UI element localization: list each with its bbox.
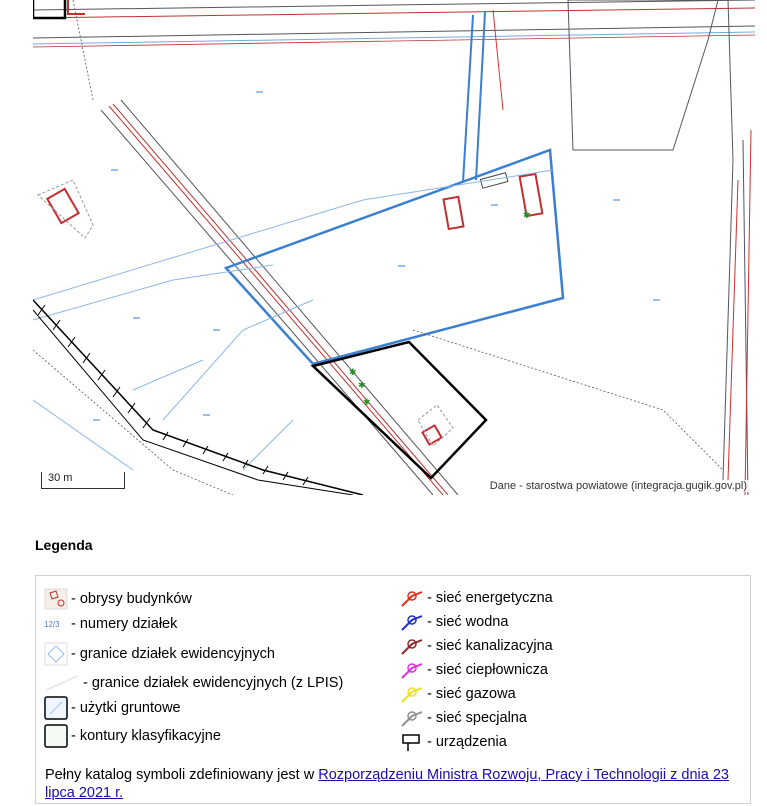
land-use-icon (44, 696, 68, 720)
legend-item-devices: - urządzenia (400, 732, 507, 752)
legend-item-lpis-boundaries: - granice działek ewidencyjnych (z LPIS) (44, 672, 343, 694)
legend-item-parcel-boundaries: - granice działek ewidencyjnych (44, 642, 275, 666)
black-parcel (313, 342, 486, 478)
legend-title: Legenda (35, 537, 93, 553)
legend-item-sewer: - sieć kanalizacyjna (400, 636, 553, 656)
sewer-network-icon (400, 636, 424, 656)
legend-item-heating: - sieć ciepłownicza (400, 660, 548, 680)
legend-item-special: - sieć specjalna (400, 708, 527, 728)
parcel-strip (463, 12, 485, 182)
map-attribution: Dane - starostwa powiatowe (integracja.gugik.gov.pl) (489, 480, 747, 492)
lpis-boundary-icon (44, 672, 80, 694)
svg-text:✱: ✱ (358, 380, 366, 390)
legend-item-gas: - sieć gazowa (400, 684, 516, 704)
special-network-icon (400, 708, 424, 728)
scale-label: 30 m (48, 472, 73, 484)
legend-item-parcel-numbers: 12/3 - numery działek (44, 616, 178, 632)
scale-bar (41, 472, 125, 489)
power-network-icon (400, 588, 424, 608)
building-top-left (33, 0, 65, 18)
legend-panel (35, 575, 751, 804)
parcel-number-icon: 12/3 (44, 619, 60, 629)
hatched-band (33, 300, 363, 495)
legend-item-land-use: - użytki gruntowe (44, 696, 181, 720)
road-diagonal (101, 100, 458, 495)
map-view[interactable] (33, 0, 755, 495)
building-outline-icon (44, 588, 68, 610)
legend-item-classification: - kontury klasyfikacyjne (44, 724, 221, 748)
heating-network-icon (400, 660, 424, 680)
legend-item-water: - sieć wodna (400, 612, 508, 632)
svg-text:✱: ✱ (363, 397, 371, 407)
regulation-link[interactable]: Rozporządzeniu Ministra Rozwoju, Pracy i Technologii z dnia 23 lipca 2021 r. (45, 767, 729, 801)
legend-item-power: - sieć energetyczna (400, 588, 553, 608)
svg-text:✱: ✱ (523, 210, 531, 220)
buildings (47, 174, 542, 445)
water-network-icon (400, 612, 424, 632)
parcel-boundary-icon (44, 642, 68, 666)
gas-network-icon (400, 684, 424, 704)
legend-item-buildings: - obrysy budynków (44, 588, 192, 610)
road-top (33, 0, 755, 47)
map-canvas[interactable] (33, 0, 755, 495)
catalog-note: Pełny katalog symboli zdefiniowany jest w Rozporządzeniu Ministra Rozwoju, Pracy i Technologii z dnia 23 lipca 2021 r. (45, 767, 729, 801)
classification-contour-icon (44, 724, 68, 748)
selected-parcel (226, 150, 563, 364)
device-icon (400, 732, 424, 752)
svg-text:✱: ✱ (349, 367, 357, 377)
